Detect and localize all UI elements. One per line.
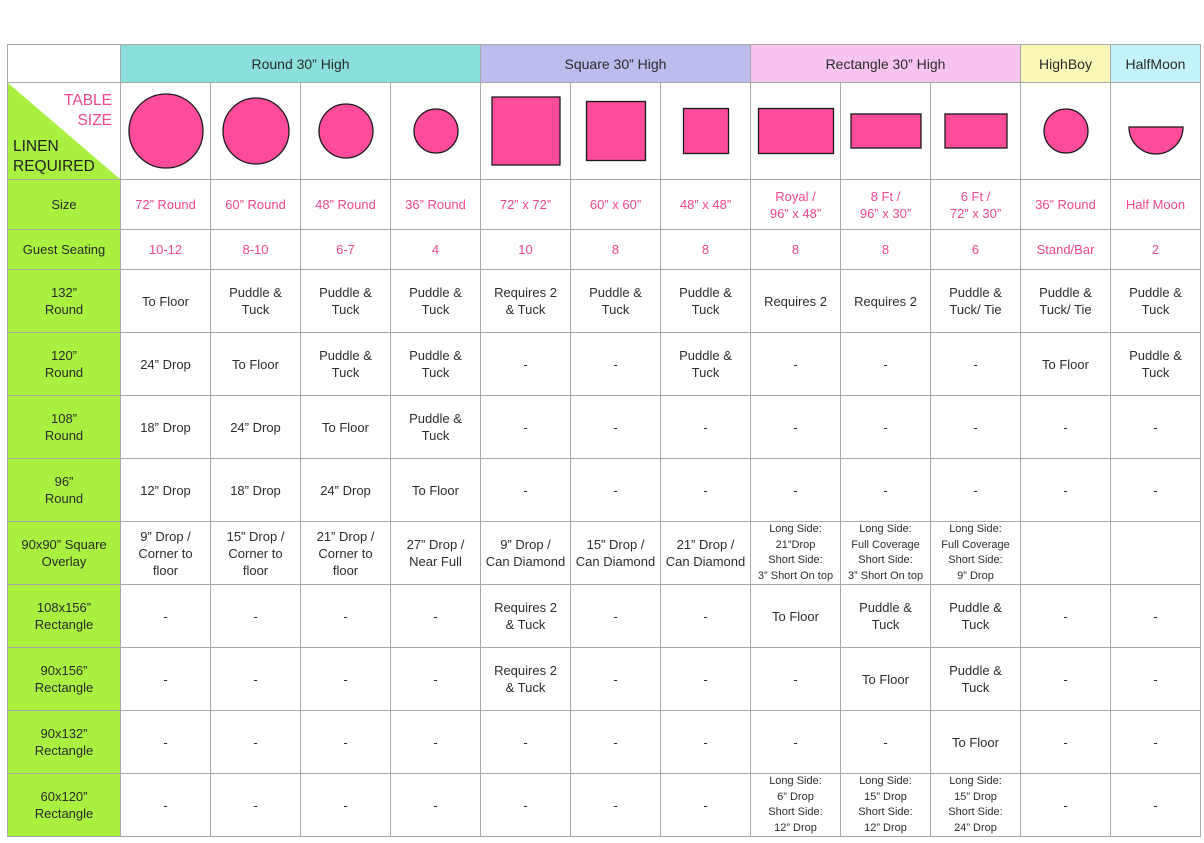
halfmoon-table-shape [1129,127,1183,154]
guest-seating-value: 8 [751,230,841,270]
linen-row-label: 90x156” Rectangle [8,648,121,711]
linen-fit-value: 27” Drop / Near Full [391,522,481,585]
group-header: HalfMoon [1111,45,1201,83]
table-size-value: 36” Round [391,180,481,230]
linen-fit-value: Requires 2 [751,270,841,333]
rectangle-table-shape [945,114,1007,148]
guest-seating-value: 8 [661,230,751,270]
linen-fit-value: - [301,648,391,711]
table-size-value: 48” Round [301,180,391,230]
table-shape-cell [301,83,391,180]
linen-fit-value: - [841,711,931,774]
round-table-shape [414,109,458,153]
table-shape-icon [301,83,391,180]
linen-fit-value [1021,522,1111,585]
linen-fit-value: Puddle & Tuck [1111,333,1201,396]
table-shape-icon [931,83,1021,180]
linen-fit-value: - [1021,648,1111,711]
guest-seating-value: Stand/Bar [1021,230,1111,270]
linen-fit-value: 24” Drop [121,333,211,396]
linen-fit-value: To Floor [1021,333,1111,396]
linen-fit-value: - [391,711,481,774]
group-header: Round 30” High [121,45,481,83]
table-size-value: 72” Round [121,180,211,230]
linen-fit-value: - [841,459,931,522]
guest-seating-value: 4 [391,230,481,270]
table-shape-cell [571,83,661,180]
round-table-shape [129,94,203,168]
group-header: HighBoy [1021,45,1111,83]
table-shape-icon [121,83,211,180]
linen-fit-value: Puddle & Tuck [391,270,481,333]
table-shape-cell [1021,83,1111,180]
linen-fit-value: 9” Drop / Corner to floor [121,522,211,585]
guest-seating-value: 6 [931,230,1021,270]
linen-fit-value: - [931,333,1021,396]
linen-fit-value: - [661,648,751,711]
linen-fit-value: 24” Drop [301,459,391,522]
linen-fit-value: - [211,585,301,648]
linen-fit-value: - [751,333,841,396]
linen-fit-value: - [661,459,751,522]
linen-row-label: 108x156” Rectangle [8,585,121,648]
linen-row-label: 60x120” Rectangle [8,774,121,837]
linen-fit-value: Long Side: 6” Drop Short Side: 12” Drop [751,774,841,837]
linen-fit-value: - [481,774,571,837]
table-shape-cell [1111,83,1201,180]
square-table-shape [492,97,560,165]
table-shape-cell [841,83,931,180]
linen-fit-value: To Floor [121,270,211,333]
linen-fit-value: - [571,585,661,648]
linen-fit-value: - [571,333,661,396]
linen-fit-value: - [661,585,751,648]
linen-fit-value: - [1021,711,1111,774]
linen-fit-value: Requires 2 & Tuck [481,270,571,333]
linen-fit-value: - [571,711,661,774]
linen-fit-value: To Floor [931,711,1021,774]
guest-seating-value: 10-12 [121,230,211,270]
size-row-label: Size [8,180,121,230]
table-size-value: 8 Ft / 96” x 30” [841,180,931,230]
guest-seating-value: 8 [841,230,931,270]
linen-fit-value: - [121,711,211,774]
linen-fit-value: 21” Drop / Can Diamond [661,522,751,585]
linen-fit-value: - [391,648,481,711]
linen-fit-value: To Floor [841,648,931,711]
linen-fit-value: - [751,396,841,459]
linen-fit-value: 24” Drop [211,396,301,459]
linen-fit-value: Requires 2 & Tuck [481,585,571,648]
table-size-value: 6 Ft / 72” x 30” [931,180,1021,230]
linen-fit-value: - [751,711,841,774]
table-shape-icon [751,83,841,180]
linen-row-label: 90x132” Rectangle [8,711,121,774]
linen-fit-value: Puddle & Tuck [1111,270,1201,333]
header-spacer [8,45,121,83]
linen-fit-value: - [1021,774,1111,837]
table-shape-cell [661,83,751,180]
linen-fit-value: - [121,774,211,837]
linen-fit-value: - [751,648,841,711]
linen-fit-value: - [391,585,481,648]
table-size-label: TABLE SIZE [64,92,112,129]
table-size-value: 36” Round [1021,180,1111,230]
linen-fit-value: - [211,711,301,774]
linen-fit-value: Requires 2 [841,270,931,333]
linen-fit-value: Puddle & Tuck [571,270,661,333]
linen-fit-value: - [661,396,751,459]
linen-fit-value: Long Side: 15” Drop Short Side: 24” Drop [931,774,1021,837]
linen-row-label: 96” Round [8,459,121,522]
guest-seating-row-label: Guest Seating [8,230,121,270]
table-shape-icon [1111,83,1201,180]
linen-fit-value: - [1111,459,1201,522]
linen-row-label: 90x90” Square Overlay [8,522,121,585]
table-shape-cell [391,83,481,180]
linen-fit-value: 15” Drop / Corner to floor [211,522,301,585]
linen-fit-value: - [571,774,661,837]
linen-fit-value: - [211,648,301,711]
linen-fit-value: 12” Drop [121,459,211,522]
linen-fit-value: - [571,648,661,711]
linen-fit-value: Long Side: 21”Drop Short Side: 3” Short On top [751,522,841,585]
linen-fit-value: To Floor [391,459,481,522]
linen-row-label: 108” Round [8,396,121,459]
linen-fit-value: Puddle & Tuck [931,648,1021,711]
linen-fit-value: - [121,585,211,648]
table-shape-icon [1021,83,1111,180]
linen-fit-value: - [571,396,661,459]
rectangle-table-shape [851,114,921,148]
linen-fit-value: Puddle & Tuck [841,585,931,648]
table-size-value: 48” x 48” [661,180,751,230]
linen-fit-value: - [841,333,931,396]
table-size-value: 60” x 60” [571,180,661,230]
linen-fit-value: Puddle & Tuck [391,333,481,396]
linen-fit-value: - [571,459,661,522]
linen-fit-value: - [841,396,931,459]
linen-fit-value: - [481,711,571,774]
square-table-shape [684,109,729,154]
table-shape-cell [481,83,571,180]
linen-fit-value: Long Side: Full Coverage Short Side: 3” Short On top [841,522,931,585]
table-shape-cell [751,83,841,180]
linen-fit-value: - [1111,585,1201,648]
table-shape-icon [391,83,481,180]
table-shape-icon [211,83,301,180]
linen-fit-value: 18” Drop [211,459,301,522]
linen-fit-value: Puddle & Tuck [391,396,481,459]
table-size-value: 72” x 72” [481,180,571,230]
square-table-shape [587,102,646,161]
linen-fit-value: Puddle & Tuck/ Tie [1021,270,1111,333]
guest-seating-value: 6-7 [301,230,391,270]
round-table-shape [223,98,289,164]
linen-fit-value: - [121,648,211,711]
linen-fit-value: To Floor [751,585,841,648]
linen-fit-value: - [661,711,751,774]
linen-fit-value: - [1021,396,1111,459]
linen-fit-value: - [481,459,571,522]
linen-fit-value: - [931,396,1021,459]
linen-fit-value: 18” Drop [121,396,211,459]
linen-row-label: 120” Round [8,333,121,396]
linen-fit-value: 15” Drop / Can Diamond [571,522,661,585]
linen-fit-value: - [1111,396,1201,459]
linen-fit-value: - [1111,711,1201,774]
table-shape-icon [841,83,931,180]
linen-fit-value: - [481,333,571,396]
linen-fit-value: - [301,774,391,837]
linen-fit-value: To Floor [301,396,391,459]
table-shape-cell [931,83,1021,180]
linen-fit-value: - [211,774,301,837]
linen-fit-value: - [301,711,391,774]
group-header: Rectangle 30” High [751,45,1021,83]
linen-fit-value: Long Side: 15” Drop Short Side: 12” Drop [841,774,931,837]
linen-fit-value: 21” Drop / Corner to floor [301,522,391,585]
rectangle-table-shape [759,109,834,154]
table-size-value: Half Moon [1111,180,1201,230]
guest-seating-value: 10 [481,230,571,270]
linen-fit-value: - [931,459,1021,522]
group-header: Square 30” High [481,45,751,83]
linen-fit-value: - [481,396,571,459]
linen-fit-value: - [661,774,751,837]
linen-fit-value: To Floor [211,333,301,396]
round-table-shape [1044,109,1088,153]
table-shape-cell [121,83,211,180]
linen-fit-value: Requires 2 & Tuck [481,648,571,711]
table-shape-icon [661,83,751,180]
linen-fit-value: - [751,459,841,522]
linen-fit-value: 9” Drop / Can Diamond [481,522,571,585]
table-shape-icon [571,83,661,180]
linen-fit-value: Long Side: Full Coverage Short Side: 9” Drop [931,522,1021,585]
guest-seating-value: 8 [571,230,661,270]
linen-fit-value: - [1111,774,1201,837]
linen-fit-value: Puddle & Tuck [211,270,301,333]
linen-fit-value: - [391,774,481,837]
table-shape-icon [481,83,571,180]
table-linen-corner [8,83,121,180]
linen-fit-value: - [1021,585,1111,648]
table-size-value: 60” Round [211,180,301,230]
linen-fit-value: Puddle & Tuck [661,270,751,333]
linen-fit-value: Puddle & Tuck [301,270,391,333]
table-size-value: Royal / 96” x 48” [751,180,841,230]
guest-seating-value: 2 [1111,230,1201,270]
guest-seating-value: 8-10 [211,230,301,270]
table-shape-cell [211,83,301,180]
linen-fit-value: - [301,585,391,648]
linen-fit-value: Puddle & Tuck [931,585,1021,648]
linen-fit-value: Puddle & Tuck/ Tie [931,270,1021,333]
linen-fit-value: - [1111,648,1201,711]
linen-required-label: LINEN REQUIRED [13,138,95,175]
linen-fit-value [1111,522,1201,585]
linen-fit-value: - [1021,459,1111,522]
linen-fit-value: Puddle & Tuck [301,333,391,396]
linen-fit-value: Puddle & Tuck [661,333,751,396]
linen-size-chart [7,44,1201,837]
linen-row-label: 132” Round [8,270,121,333]
round-table-shape [319,104,373,158]
